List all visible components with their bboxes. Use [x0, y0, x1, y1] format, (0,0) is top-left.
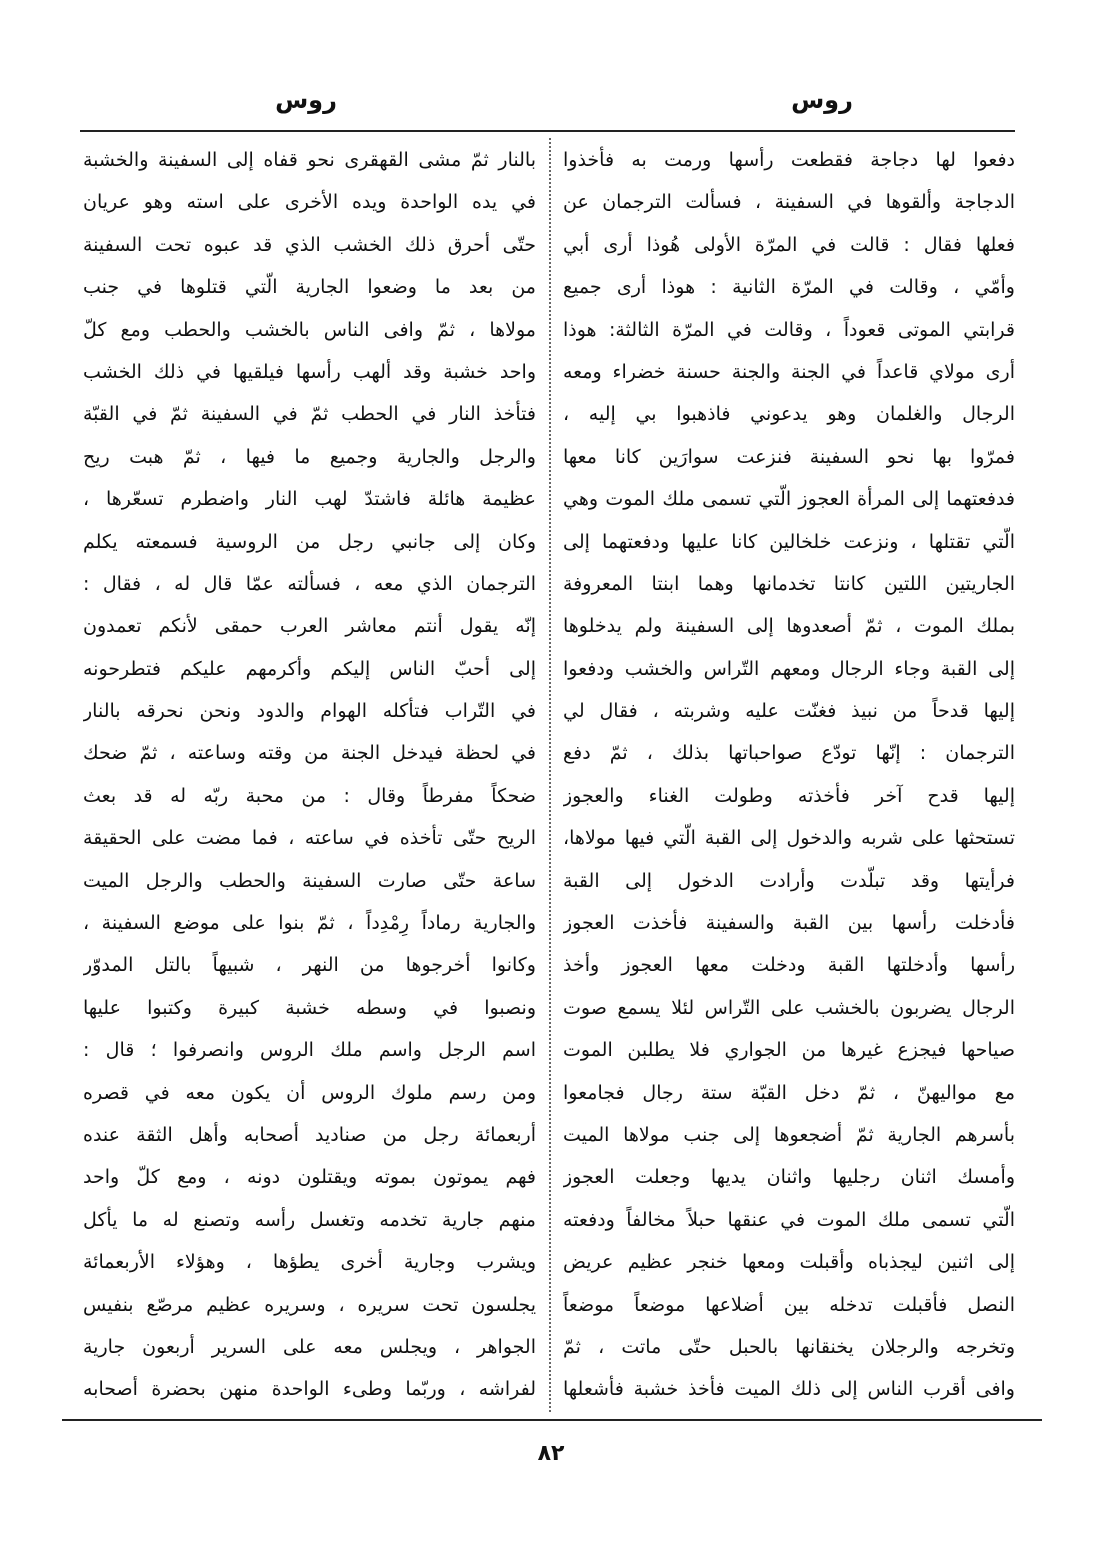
text-line: والجارية رماداً رِمْدِداً ، ثمّ بنوا على موضع السفينة ،: [83, 912, 536, 935]
text-line: الّتي تقتلها ، ونزعت خلخالين كانا عليها ودفعتهما إلى: [563, 530, 1015, 553]
text-line: ويشرب وجارية أخرى يطؤها ، وهؤلاء الأربعمائة: [83, 1251, 536, 1274]
text-line: الّتي تسمى ملك الموت في عنقها حبلاً مخالفاً ودفعته: [563, 1208, 1015, 1231]
footer-rule: [62, 1419, 1042, 1421]
text-line: الرجال يضربون بالخشب على التّراس لئلا يسمع صوت: [563, 996, 1015, 1019]
text-line: إليها قدحاً من نبيذ فغنّت عليه وشربته ، فقال لي: [563, 700, 1015, 723]
text-line: إلى القبة وجاء الرجال ومعهم التّراس والخشب ودفعوا: [563, 657, 1015, 680]
text-line: الترجمان الذي معه ، فسألته عمّا قال له ، فقال :: [83, 572, 536, 595]
text-line: صياحها فيجزع غيرها من الجواري فلا يطلبن الموت: [563, 1039, 1015, 1062]
running-header-left: روس: [275, 86, 337, 114]
text-line: رأسها وأدخلتها القبة ودخلت معها العجوز وأخذ: [563, 954, 1015, 977]
text-line: فرأيتها وقد تبلّدت وأرادت الدخول إلى القبة: [563, 869, 1015, 892]
text-line: فعلها فقال : قالت في المرّة الأولى هُوذا أرى أبي: [563, 233, 1015, 256]
text-line: مولاها ، ثمّ وافى الناس بالخشب والحطب ومع كلّ: [83, 318, 536, 341]
text-line: ومن رسم ملوك الروس أن يكون معه في قصره: [83, 1081, 536, 1104]
text-line: في لحظة فيدخل الجنة من وقته وساعته ، ثمّ ضحك: [83, 742, 536, 765]
text-line: وأمسك اثنان رجليها واثنان يديها وجعلت العجوز: [563, 1166, 1015, 1189]
text-line: فتأخذ النار في الحطب ثمّ في السفينة ثمّ في القبّة: [83, 403, 536, 426]
text-line: لفراشه ، وربّما وطىء الواحدة منهن بحضرة أصحابه: [83, 1378, 536, 1401]
text-line: اسم الرجل واسم ملك الروس وانصرفوا ؛ قال :: [83, 1039, 536, 1062]
text-line: قرابتي الموتى قعوداً ، وقالت في المرّة الثالثة: هوذا: [563, 318, 1015, 341]
text-line: من بعد ما وضعوا الجارية الّتي قتلوها في جنب: [83, 276, 536, 299]
running-header-right: روس: [791, 86, 853, 114]
text-line: منهم جارية تخدمه وتغسل رأسه وتصنع له ما يأكل: [83, 1208, 536, 1231]
text-line: وأمّي ، وقالت في المرّة الثانية : هوذا أرى جميع: [563, 276, 1015, 299]
text-line: والرجل والجارية وجميع ما فيها ، ثمّ هبت ريح: [83, 445, 536, 468]
text-line: إليها قدح آخر فأخذته وطولت الغناء والعجوز: [563, 784, 1015, 807]
text-line: وتخرجه والرجلان يخنقانها بالحبل حتّى ماتت ، ثمّ: [563, 1335, 1015, 1358]
text-line: يجلسون تحت سريره ، وسريره عظيم مرصّع بنفيس: [83, 1293, 536, 1316]
text-line: إلى اثنين ليجذباه وأقبلت ومعها خنجر عظيم عريض: [563, 1251, 1015, 1274]
text-line: تستحثها على شربه والدخول إلى القبة الّتي فيها مولاها،: [563, 827, 1015, 850]
text-line: الدجاجة وألقوها في السفينة ، فسألت الترجمان عن: [563, 191, 1015, 214]
text-line: ونصبوا في وسطه خشبة كبيرة وكتبوا عليها: [83, 996, 536, 1019]
text-line: واحد خشبة وقد ألهب رأسها فيلقيها في ذلك الخشب: [83, 360, 536, 383]
text-line: الترجمان : إنّها تودّع صواحباتها بذلك ، ثمّ دفع: [563, 742, 1015, 765]
text-line: إلى أحبّ الناس إليكم وأكرمهم عليكم فتطرحونه: [83, 657, 536, 680]
text-line: ساعة حتّى صارت السفينة والحطب والرجل الميت: [83, 869, 536, 892]
text-line: وكان إلى جانبي رجل من الروسية فسمعته يكلم: [83, 530, 536, 553]
text-line: وكانوا أخرجوها من النهر ، شبيهاً بالتل المدوّر: [83, 954, 536, 977]
text-line: أربعمائة رجل من صناديد أصحابه وأهل الثقة عنده: [83, 1123, 536, 1146]
text-line: بالنار ثمّ مشى القهقرى نحو قفاه إلى السفينة والخشبة: [83, 149, 536, 171]
column-divider: [549, 138, 551, 1412]
text-line: الجاريتين اللتين كانتا تخدمانها وهما ابنتا المعروفة: [563, 572, 1015, 595]
text-line: الرجال والغلمان وهو يدعوني فاذهبوا بي إليه ،: [563, 403, 1015, 426]
page-number: ٨٢: [537, 1441, 565, 1466]
text-line: النصل فأقبلت تدخله بين أضلاعها موضعاً موضعاً: [563, 1293, 1015, 1316]
text-line: ضحكاً مفرطاً وقال : من محبة ربّه له قد بعث: [83, 784, 536, 807]
text-line: أرى مولاي قاعداً في الجنة والجنة حسنة خضراء ومعه: [563, 360, 1015, 383]
text-line: عظيمة هائلة فاشتدّ لهب النار واضطرم تسعّرها ،: [83, 488, 536, 511]
text-line: بأسرهم الجارية ثمّ أضجعوها إلى جنب مولاها الميت: [563, 1123, 1015, 1146]
left-column: [83, 139, 536, 1411]
text-line: حتّى أحرق ذلك الخشب الذي قد عبوه تحت السفينة: [83, 233, 536, 256]
text-line: فهم يموتون بموته ويقتلون دونه ، ومع كلّ واحد: [83, 1166, 536, 1189]
text-line: وافى أقرب الناس إلى ذلك الميت فأخذ خشبة فأشعلها: [563, 1378, 1015, 1401]
text-line: الجواهر ، ويجلس معه على السرير أربعون جارية: [83, 1335, 536, 1358]
text-line: فأدخلت رأسها بين القبة والسفينة فأخذت العجوز: [563, 912, 1015, 935]
text-line: في يده الواحدة ويده الأخرى على استه وهو عريان: [83, 191, 536, 214]
text-line: بملك الموت ، ثمّ أصعدوها إلى السفينة ولم يدخلوها: [563, 615, 1015, 638]
text-line: الريح حتّى تأخذه في ساعته ، فما مضت على الحقيقة: [83, 827, 536, 850]
text-line: فمرّوا بها نحو السفينة فنزعت سوارَين كانا معها: [563, 445, 1015, 468]
right-column: [563, 139, 1015, 1411]
header-rule: [80, 130, 1015, 132]
text-line: دفعوا لها دجاجة فقطعت رأسها ورمت به فأخذوا: [563, 149, 1015, 171]
text-line: مع مواليهنّ ، ثمّ دخل القبّة ستة رجال فجامعوا: [563, 1081, 1015, 1104]
text-line: فدفعتهما إلى المرأة العجوز الّتي تسمى ملك الموت وهي: [563, 488, 1015, 511]
text-line: إنّه يقول أنتم معاشر العرب حمقى لأنكم تعمدون: [83, 615, 536, 638]
text-line: في التّراب فتأكله الهوام والدود ونحن نحرقه بالنار: [83, 700, 536, 723]
